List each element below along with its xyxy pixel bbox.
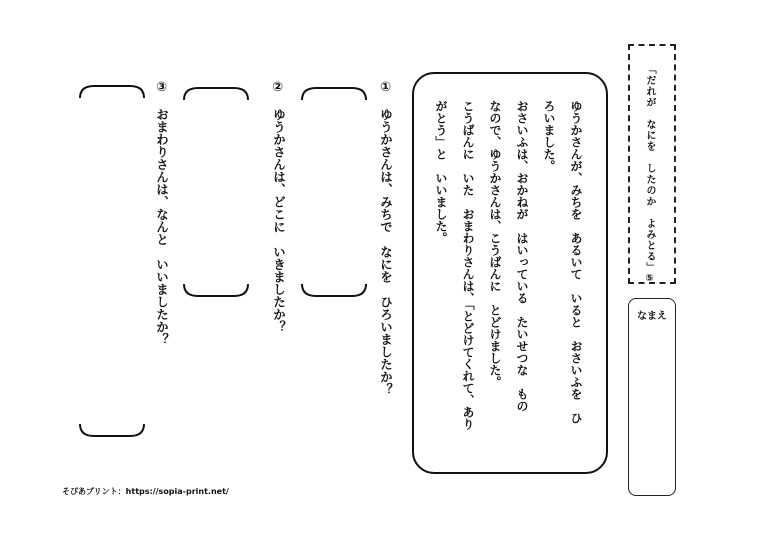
answer-bracket (182, 86, 252, 300)
question-number: ③ (156, 80, 168, 95)
question-text: おまわりさんは、なんと いいましたか？ (154, 108, 170, 346)
story-line: おさいふは、おかねが はいっている たいせつな もの (515, 100, 529, 412)
story-line: なので、ゆうかさんは、こうばんに とどけました。 (488, 100, 502, 388)
story-line: ゆうかさんが、みちを あるいて いると おさいふを ひ (569, 100, 583, 424)
story-line: がとう」と いいました。 (434, 100, 448, 244)
footer-credit: そぴあプリント：https://sopia-print.net/ (62, 487, 229, 496)
worksheet-title-box (628, 44, 676, 284)
question-text: ゆうかさんは、どこに いきましたか？ (271, 108, 287, 333)
story-line: ろいました。 (542, 100, 556, 172)
answer-bracket (300, 86, 370, 300)
name-box (628, 298, 676, 496)
story-line: こうばんに いた おまわりさんは、「とどけてくれて、あり (461, 100, 475, 430)
question-text: ゆうかさんは、みちで なにを ひろいましたか？ (378, 108, 394, 396)
question-number: ② (272, 80, 284, 95)
question-number: ① (380, 80, 392, 95)
worksheet-title: 「だれが なにを したのか よみとる」⑤ (644, 64, 655, 285)
answer-bracket (78, 84, 148, 440)
name-label: なまえ (637, 311, 667, 322)
